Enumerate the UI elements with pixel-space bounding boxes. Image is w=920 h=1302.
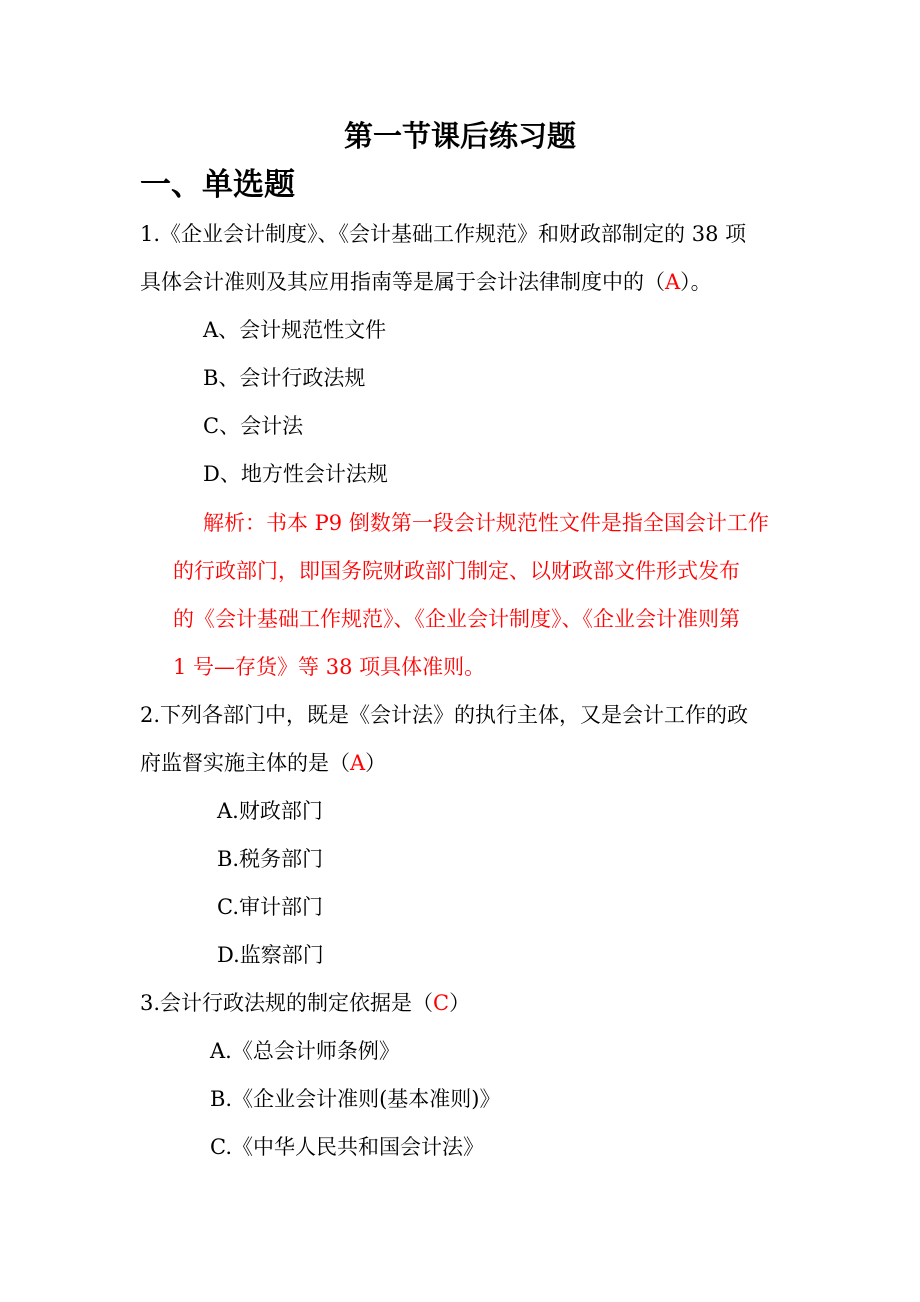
question-1-option-b: B、会计行政法规 — [203, 366, 366, 390]
question-2-stem-text: 府监督实施主体的是（ — [140, 751, 350, 775]
question-2-answer: A — [350, 751, 366, 775]
question-3-answer: C — [433, 991, 450, 1015]
explanation-line-3: 的《会计基础工作规范》、《企业会计制度》、《企业会计准则第 — [173, 607, 740, 631]
question-1-option-d: D、地方性会计法规 — [203, 462, 388, 486]
question-3-option-b: B.《企业会计准则(基本准则)》 — [210, 1087, 501, 1111]
page-title: 第一节课后练习题 — [343, 119, 576, 153]
question-2-stem-line-2 — [140, 748, 386, 778]
question-2-option-c: C.审计部门 — [217, 895, 323, 919]
question-1-stem-text: 具体会计准则及其应用指南等是属于会计法律制度中的（ — [140, 270, 665, 294]
question-2-stem-line-1: 2.下列各部门中，既是《会计法》的执行主体，又是会计工作的政 — [140, 703, 749, 727]
question-1-answer: A — [665, 270, 681, 294]
question-3-option-c: C.《中华人民共和国会计法》 — [210, 1135, 484, 1159]
question-2-stem-end: ） — [365, 751, 387, 775]
question-2-option-a: A.财政部门 — [217, 799, 323, 823]
question-3-option-a: A.《总会计师条例》 — [210, 1039, 400, 1063]
explanation-line-4: 1 号—存货》等 38 项具体准则。 — [173, 655, 486, 679]
question-3-stem-text: 3.会计行政法规的制定依据是（ — [140, 991, 434, 1015]
question-2-option-d: D.监察部门 — [217, 943, 324, 967]
explanation-line-1: 解析：书本 P9 倒数第一段会计规范性文件是指全国会计工作 — [203, 511, 769, 535]
section-title: 一、单选题 — [140, 167, 295, 203]
question-2-option-b: B.税务部门 — [217, 847, 324, 871]
question-1-stem-line-1: 1.《企业会计制度》、《会计基础工作规范》和财政部制定的 38 项 — [140, 222, 747, 246]
question-1-option-c: C、会计法 — [203, 414, 304, 438]
question-3-stem-end: ） — [449, 991, 471, 1015]
question-1-option-a: A、会计规范性文件 — [203, 318, 387, 342]
question-1-stem-end: ）。 — [680, 270, 712, 294]
explanation-line-2: 的行政部门，即国务院财政部门制定、以财政部文件形式发布 — [173, 559, 740, 583]
question-3-stem — [140, 988, 470, 1018]
question-1-stem-line-2 — [140, 267, 712, 297]
